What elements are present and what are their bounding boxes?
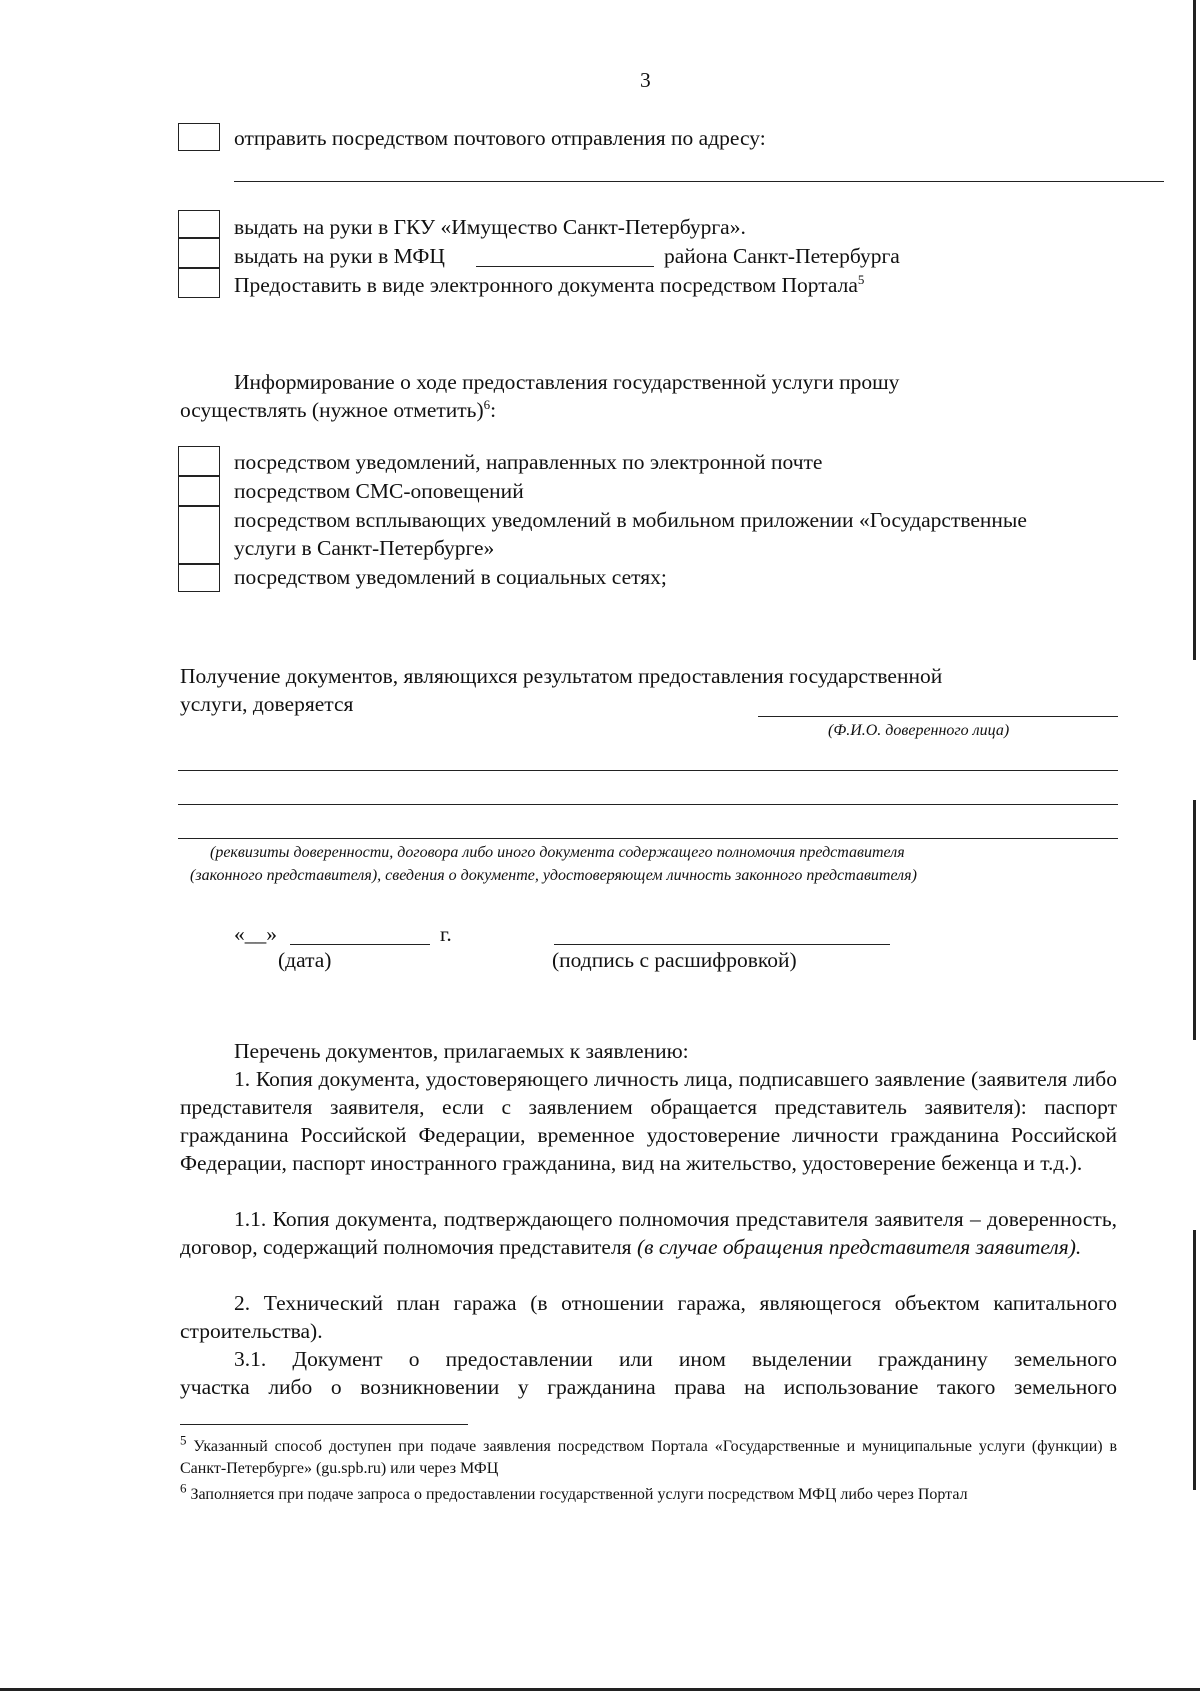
signature-line[interactable] <box>554 944 890 945</box>
mfc-district-line[interactable] <box>476 266 654 267</box>
trust-line1: Получение документов, являющихся результатом предоставления государственной <box>180 664 943 688</box>
address-line[interactable] <box>234 181 1164 182</box>
scan-right-edge <box>1193 0 1196 660</box>
option-hand-gku: выдать на руки в ГКУ «Имущество Санкт-Петербурга». <box>234 215 746 239</box>
attachment-item-1: 1. Копия документа, удостоверяющего личность лица, подписавшего заявление (заявителя либо представителя заявителя, если с заявлением обращается представитель заявителя): паспорт гражданина Российской Федерации, временное удостоверение личности гражданина Российской Федерации, паспорт иностранного гражданина, вид на жительство, удостоверение беженца и т.д.). <box>180 1067 1117 1175</box>
attachment-item-3-1-line1: 3.1. Документ о предоставлении или ином выделении гражданину земельного <box>234 1347 1117 1371</box>
signature-caption: (подпись с расшифровкой) <box>552 948 797 972</box>
scan-bottom-edge <box>0 1688 1200 1691</box>
date-caption: (дата) <box>278 948 332 972</box>
option-sms: посредством СМС-оповещений <box>234 479 524 503</box>
option-portal-text: Предоставить в виде электронного документа посредством Портала <box>234 273 858 297</box>
attachment-item-1-1-text: 1.1. Копия документа, подтверждающего полномочия представителя заявителя – доверенность, договор, содержащий полномочия представителя <box>180 1207 1117 1259</box>
trustee-name-line[interactable] <box>758 716 1118 717</box>
footnote-ref-5: 5 <box>857 271 865 287</box>
option-portal <box>234 271 864 299</box>
year-suffix: г. <box>440 922 452 946</box>
trustee-caption: (Ф.И.О. доверенного лица) <box>828 722 1010 739</box>
checkbox-hand-gku[interactable] <box>178 210 220 238</box>
informing-line2 <box>180 396 496 424</box>
footnote-5-text: Указанный способ доступен при подаче заявления посредством Портала «Государственные и муниципальные услуги (функции) в Санкт-Петербурге» (gu.spb.ru) или через МФЦ <box>180 1438 1118 1477</box>
option-hand-mfc-suffix: района Санкт-Петербурга <box>664 244 900 268</box>
informing-colon: : <box>490 398 497 422</box>
checkbox-email[interactable] <box>178 446 220 476</box>
footnote-5-number: 5 <box>180 1432 187 1448</box>
footnote-separator <box>180 1424 468 1425</box>
footnote-ref-6: 6 <box>483 396 491 412</box>
requisites-caption-2: (законного представителя), сведения о документе, удостоверяющем личность законного представителя) <box>190 867 917 884</box>
footnote-5 <box>180 1432 1118 1480</box>
page-number: 3 <box>640 68 651 92</box>
checkbox-sms[interactable] <box>178 476 220 506</box>
footnote-6-number: 6 <box>180 1480 187 1496</box>
checkbox-hand-mfc[interactable] <box>178 238 220 268</box>
requisites-line-2[interactable] <box>178 804 1118 805</box>
date-open: «__» <box>234 922 277 946</box>
checkbox-push[interactable] <box>178 506 220 564</box>
informing-line1: Информирование о ходе предоставления государственной услуги прошу <box>234 370 900 394</box>
attachment-item-3-1-line2: участка либо о возникновении у гражданина права на использование такого земельного <box>180 1375 1117 1399</box>
option-social: посредством уведомлений в социальных сетях; <box>234 565 667 589</box>
attachment-item-1-1-italic: (в случае обращения представителя заявителя). <box>636 1235 1082 1259</box>
checkbox-social[interactable] <box>178 564 220 592</box>
requisites-line-1[interactable] <box>178 770 1118 771</box>
option-email: посредством уведомлений, направленных по электронной почте <box>234 450 823 474</box>
checkbox-postal[interactable] <box>178 123 220 151</box>
checkbox-portal[interactable] <box>178 268 220 298</box>
option-postal: отправить посредством почтового отправления по адресу: <box>234 126 766 150</box>
scan-right-edge-bottom <box>1193 1230 1196 1490</box>
footnote-6-text: Заполняется при подаче запроса о предоставлении государственной услуги посредством МФЦ либо через Портал <box>190 1486 968 1503</box>
option-hand-mfc-prefix: выдать на руки в МФЦ <box>234 244 445 268</box>
informing-line2-text: осуществлять (нужное отметить) <box>180 398 484 422</box>
date-line[interactable] <box>290 944 430 945</box>
attachment-item-1-1 <box>180 1205 1117 1261</box>
requisites-line-3[interactable] <box>178 838 1118 839</box>
footnote-6 <box>180 1480 1117 1506</box>
option-push-line1: посредством всплывающих уведомлений в мобильном приложении «Государственные <box>234 508 1027 532</box>
requisites-caption-1: (реквизиты доверенности, договора либо иного документа содержащего полномочия представителя <box>210 844 905 861</box>
attachments-heading: Перечень документов, прилагаемых к заявлению: <box>234 1039 689 1063</box>
attachment-item-2: 2. Технический план гаража (в отношении гаража, являющегося объектом капитального строительства). <box>180 1291 1117 1343</box>
trust-line2: услуги, доверяется <box>180 692 354 716</box>
option-push-line2: услуги в Санкт-Петербурге» <box>234 536 495 560</box>
scan-right-edge-lower <box>1193 800 1196 1040</box>
